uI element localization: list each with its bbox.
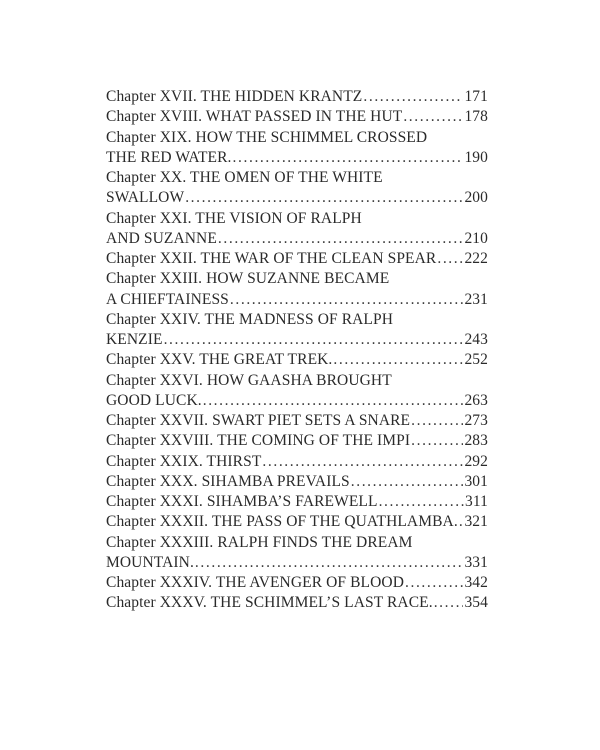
toc-entry-final-line: [106, 87, 488, 107]
dot-leader: [411, 431, 463, 451]
toc-entry[interactable]: [106, 209, 488, 250]
toc-entry-title-line: [106, 269, 488, 289]
page-number: 171: [464, 88, 488, 105]
chapter-title: Chapter XVII. THE HIDDEN KRANTZ: [106, 88, 363, 105]
dot-leader: [233, 148, 464, 168]
toc-entry[interactable]: [106, 128, 488, 169]
toc-entry[interactable]: [106, 350, 488, 370]
page-number: 273: [464, 412, 488, 429]
dot-leader: [195, 553, 464, 573]
page-number: 200: [464, 189, 488, 207]
page-number: 321: [464, 513, 488, 531]
toc-entry-final-line: [106, 553, 488, 573]
chapter-title: Chapter XXVIII. THE COMING OF THE IMPI: [106, 432, 411, 450]
dot-leader: [333, 350, 463, 370]
page-number: 252: [464, 351, 488, 369]
toc-entry-final-line: [106, 290, 488, 310]
chapter-title: MOUNTAIN.: [106, 553, 194, 571]
toc-entry-final-line: [106, 350, 488, 370]
page-number: 243: [464, 331, 488, 348]
toc-entry-title-line: [106, 168, 488, 188]
dot-leader: [405, 573, 463, 593]
chapter-title: KENZIE: [106, 331, 163, 348]
page-number: 311: [465, 493, 488, 510]
toc-entry-final-line: [106, 512, 488, 532]
toc-entry-final-line: [106, 330, 488, 350]
toc-entry-final-line: [106, 391, 488, 411]
page-number: 210: [464, 229, 488, 247]
dot-leader: [262, 452, 463, 472]
toc-entry-final-line: [106, 431, 488, 451]
chapter-title: Chapter XXV. THE GREAT TREK.: [106, 351, 333, 369]
toc-entry-final-line: [106, 229, 488, 249]
toc-entry[interactable]: [106, 249, 488, 269]
page-number: 283: [464, 432, 488, 450]
chapter-title: Chapter XXXIV. THE AVENGER OF BLOOD: [106, 574, 404, 591]
toc-entry[interactable]: [106, 593, 488, 613]
chapter-title: Chapter XX. THE OMEN OF THE WHITE: [106, 169, 383, 186]
page-number: 190: [464, 148, 488, 166]
toc-entry[interactable]: [106, 452, 488, 472]
toc-entry[interactable]: [106, 573, 488, 593]
toc-entry[interactable]: [106, 512, 488, 532]
table-of-contents: [106, 87, 488, 614]
dot-leader: [411, 411, 463, 431]
toc-entry-final-line: [106, 188, 488, 208]
chapter-title: AND SUZANNE: [106, 229, 217, 247]
page-number: 263: [464, 391, 488, 409]
toc-entry[interactable]: [106, 431, 488, 451]
dot-leader: [363, 87, 463, 107]
page-number: 222: [464, 250, 488, 267]
page-number: 292: [464, 452, 488, 470]
toc-entry-title-line: [106, 128, 488, 148]
toc-entry[interactable]: [106, 107, 488, 127]
toc-entry[interactable]: [106, 472, 488, 492]
toc-entry-final-line: [106, 148, 488, 168]
chapter-title: Chapter XXX. SIHAMBA PREVAILS: [106, 472, 350, 490]
page-number: 354: [464, 594, 488, 612]
toc-entry[interactable]: [106, 168, 488, 209]
toc-entry-final-line: [106, 411, 488, 431]
chapter-title: Chapter XXI. THE VISION OF RALPH: [106, 209, 362, 227]
chapter-title: Chapter XXXV. THE SCHIMMEL’S LAST RACE.: [106, 594, 433, 612]
toc-entry-final-line: [106, 452, 488, 472]
dot-leader: [185, 188, 463, 208]
toc-entry-final-line: [106, 249, 488, 269]
toc-entry-final-line: [106, 107, 488, 127]
chapter-title: Chapter XXII. THE WAR OF THE CLEAN SPEAR: [106, 250, 437, 267]
toc-entry[interactable]: [106, 411, 488, 431]
toc-entry-final-line: [106, 492, 488, 512]
dot-leader: [203, 391, 464, 411]
toc-entry-final-line: [106, 472, 488, 492]
toc-entry-title-line: [106, 310, 488, 330]
page-number: 231: [464, 290, 488, 308]
chapter-title: Chapter XXXII. THE PASS OF THE QUATHLAMBA.: [106, 513, 458, 531]
dot-leader: [218, 229, 464, 249]
dot-leader: [459, 512, 464, 532]
chapter-title: THE RED WATER.: [106, 148, 232, 166]
toc-entry[interactable]: [106, 87, 488, 107]
page-number: 178: [464, 108, 488, 126]
dot-leader: [434, 593, 464, 613]
toc-entry-title-line: [106, 533, 488, 553]
page-number: 342: [464, 574, 488, 591]
chapter-title: Chapter XXVII. SWART PIET SETS A SNARE: [106, 412, 411, 429]
chapter-title: Chapter XXIII. HOW SUZANNE BECAME: [106, 270, 390, 288]
toc-entry[interactable]: [106, 269, 488, 310]
dot-leader: [230, 290, 464, 310]
page-number: 331: [464, 553, 488, 571]
chapter-title: Chapter XVIII. WHAT PASSED IN THE HUT: [106, 108, 403, 126]
page-number: 301: [464, 472, 488, 490]
chapter-title: SWALLOW: [106, 189, 185, 207]
dot-leader: [403, 107, 463, 127]
toc-entry[interactable]: [106, 371, 488, 412]
dot-leader: [379, 492, 464, 512]
chapter-title: Chapter XXVI. HOW GAASHA BROUGHT: [106, 371, 392, 389]
toc-entry-final-line: [106, 593, 488, 613]
toc-entry[interactable]: [106, 533, 488, 574]
chapter-title: Chapter XXIX. THIRST: [106, 452, 262, 470]
dot-leader: [164, 330, 464, 350]
toc-entry-title-line: [106, 371, 488, 391]
chapter-title: Chapter XXXI. SIHAMBA’S FAREWELL: [106, 493, 378, 510]
chapter-title: A CHIEFTAINESS: [106, 290, 229, 308]
chapter-title: Chapter XXXIII. RALPH FINDS THE DREAM: [106, 533, 413, 551]
toc-entry-final-line: [106, 573, 488, 593]
dot-leader: [437, 249, 463, 269]
chapter-title: Chapter XIX. HOW THE SCHIMMEL CROSSED: [106, 128, 428, 146]
chapter-title: GOOD LUCK.: [106, 391, 202, 409]
dot-leader: [351, 472, 464, 492]
toc-entry[interactable]: [106, 492, 488, 512]
toc-entry-title-line: [106, 209, 488, 229]
toc-entry[interactable]: [106, 310, 488, 351]
chapter-title: Chapter XXIV. THE MADNESS OF RALPH: [106, 310, 394, 328]
